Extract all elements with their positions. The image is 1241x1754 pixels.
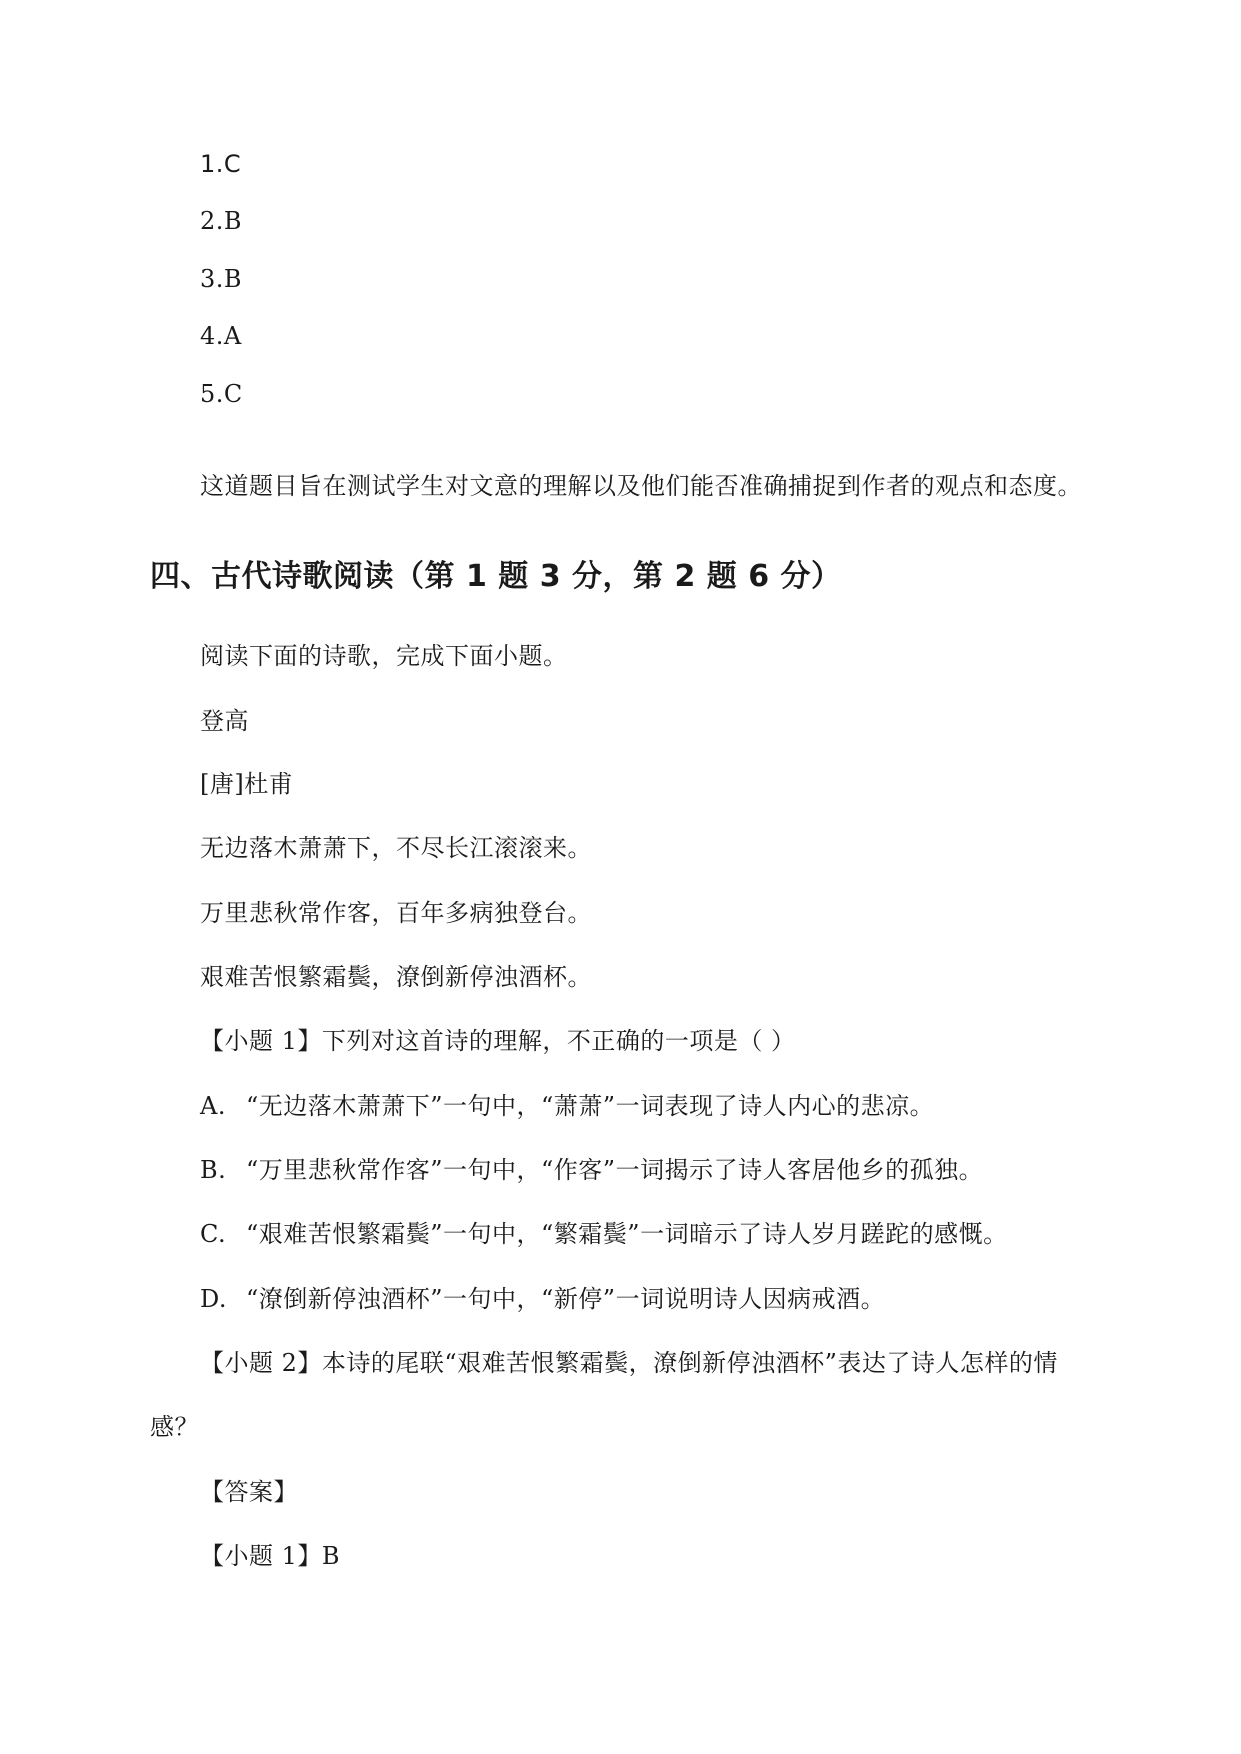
option-letter: C. (200, 1220, 227, 1248)
option-letter: A. (200, 1092, 226, 1120)
option-text: “艰难苦恨繁霜鬓”一句中，“繁霜鬓”一词暗示了诗人岁月蹉跎的感慨。 (246, 1220, 1008, 1248)
answers-note: 这道题目旨在测试学生对文意的理解以及他们能否准确捕捉到作者的观点和态度。 (200, 472, 1082, 500)
poem-line-2: 万里悲秋常作客，百年多病独登台。 (200, 899, 592, 927)
poem-author: [唐]杜甫 (200, 770, 294, 798)
option-letter: D. (200, 1285, 228, 1313)
question2-stem-line2: 感？ (150, 1413, 199, 1441)
answer-item-4: 4.A (200, 322, 242, 350)
answer-item-3: 3.B (200, 265, 243, 293)
poem-line-1: 无边落木萧萧下，不尽长江滚滚来。 (200, 834, 592, 862)
answer-q1: 【小题 1】B (200, 1542, 341, 1570)
question1-stem: 【小题 1】下列对这首诗的理解，不正确的一项是（ ） (200, 1027, 796, 1055)
question1-option-c (200, 1218, 1008, 1250)
instruction: 阅读下面的诗歌，完成下面小题。 (200, 642, 568, 670)
option-text: “无边落木萧萧下”一句中，“萧萧”一词表现了诗人内心的悲凉。 (246, 1092, 935, 1120)
answer-item-2: 2.B (200, 207, 243, 235)
answer-item-5: 5.C (200, 380, 243, 408)
option-text: “潦倒新停浊酒杯”一句中，“新停”一词说明诗人因病戒酒。 (246, 1285, 886, 1313)
question2-stem-line1: 【小题 2】本诗的尾联“艰难苦恨繁霜鬓，潦倒新停浊酒杯”表达了诗人怎样的情 (200, 1349, 1058, 1377)
option-letter: B. (200, 1156, 227, 1184)
section-title: 四、古代诗歌阅读（第 1 题 3 分，第 2 题 6 分） (150, 559, 842, 594)
answer-label: 【答案】 (200, 1478, 298, 1506)
poem-title: 登高 (200, 707, 249, 735)
question1-option-d (200, 1283, 885, 1315)
poem-line-3: 艰难苦恨繁霜鬓，潦倒新停浊酒杯。 (200, 963, 592, 991)
question1-option-b (200, 1154, 983, 1186)
answer-item-1: 1.C (200, 150, 242, 178)
question1-option-a (200, 1090, 934, 1122)
option-text: “万里悲秋常作客”一句中，“作客”一词揭示了诗人客居他乡的孤独。 (246, 1156, 984, 1184)
